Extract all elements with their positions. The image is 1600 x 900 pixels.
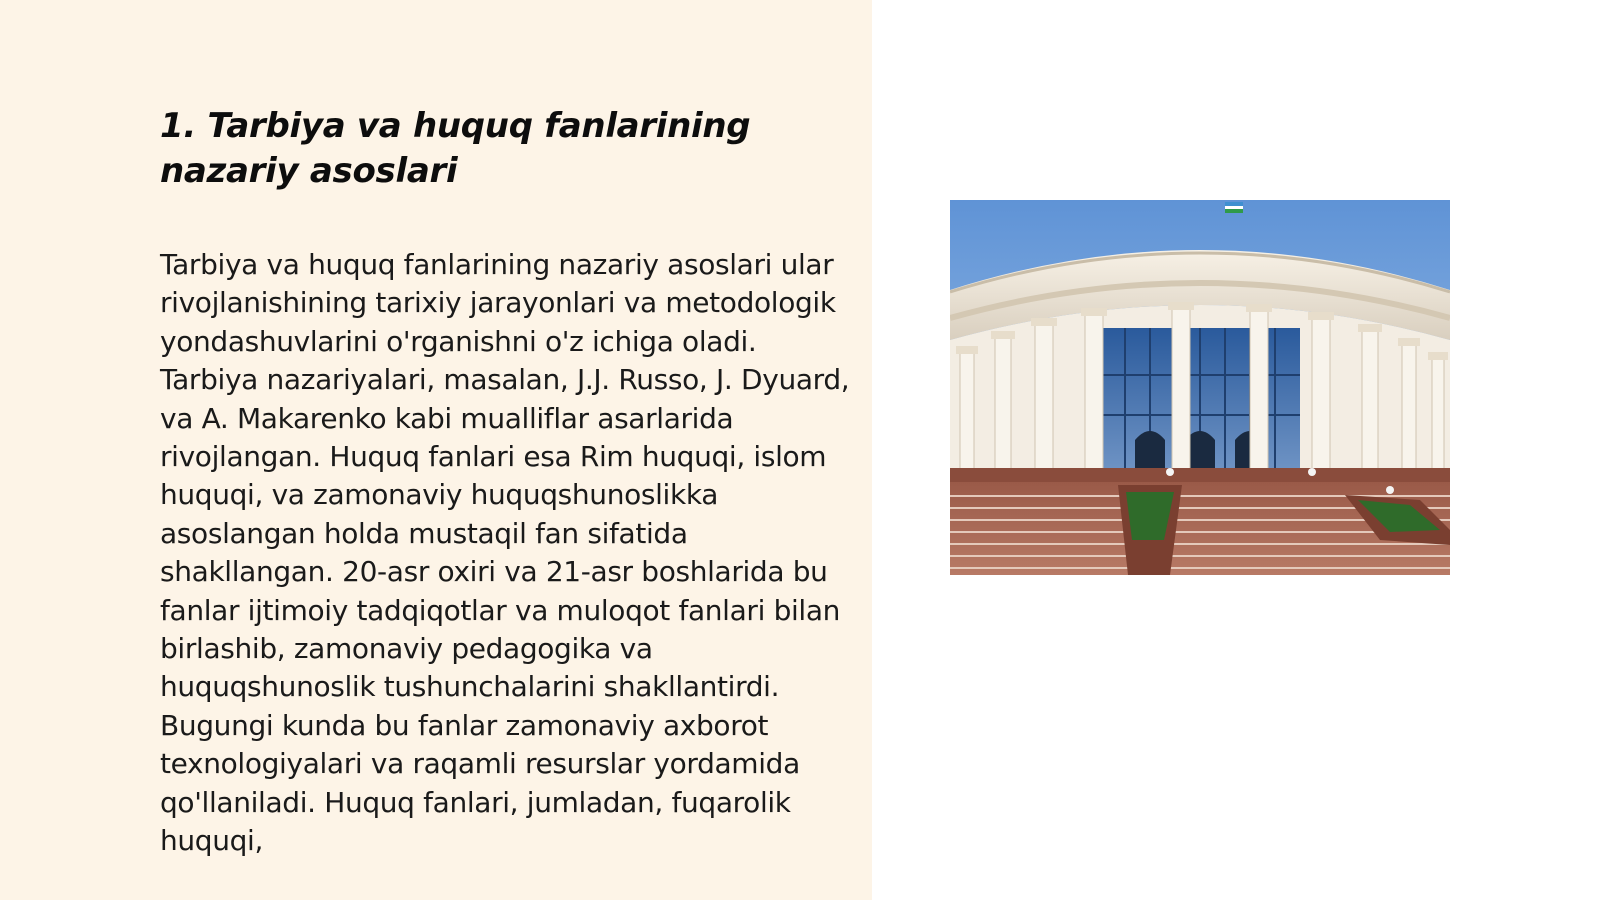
slide-body-text: Tarbiya va huquq fanlarining nazariy asoslari ular rivojlanishining tarixiy jarayonlari va metodologik yondashuvlarini o'rganishni o'z ichiga oladi. Tarbiya nazariyalari, masalan, J.J. Russo, J. Dyuard, va A. Makarenko kabi mualliflar asarlarida rivojlangan. Huquq fanlari esa Rim huquqi, islom huquqi, va zamonaviy huquqshunoslikka asoslangan holda mustaqil fan sifatida shakllangan. 20-asr oxiri va 21-asr boshlarida bu fanlar ijtimoiy tadqiqotlar va muloqot fanlari bilan birlashib, zamonaviy pedagogika va huquqshunoslik tushunchalarini shakllantirdi. Bugungi kunda bu fanlar zamonaviy axborot texnologiyalari va raqamli resurslar yordamida qo'llaniladi. Huquq fanlari, jumladan, fuqarolik huquqi, — [160, 248, 850, 858]
building-illustration — [950, 200, 1450, 575]
building-photo — [950, 200, 1450, 575]
slide-title: 1. Tarbiya va huquq fanlarining nazariy asoslari — [160, 106, 751, 191]
